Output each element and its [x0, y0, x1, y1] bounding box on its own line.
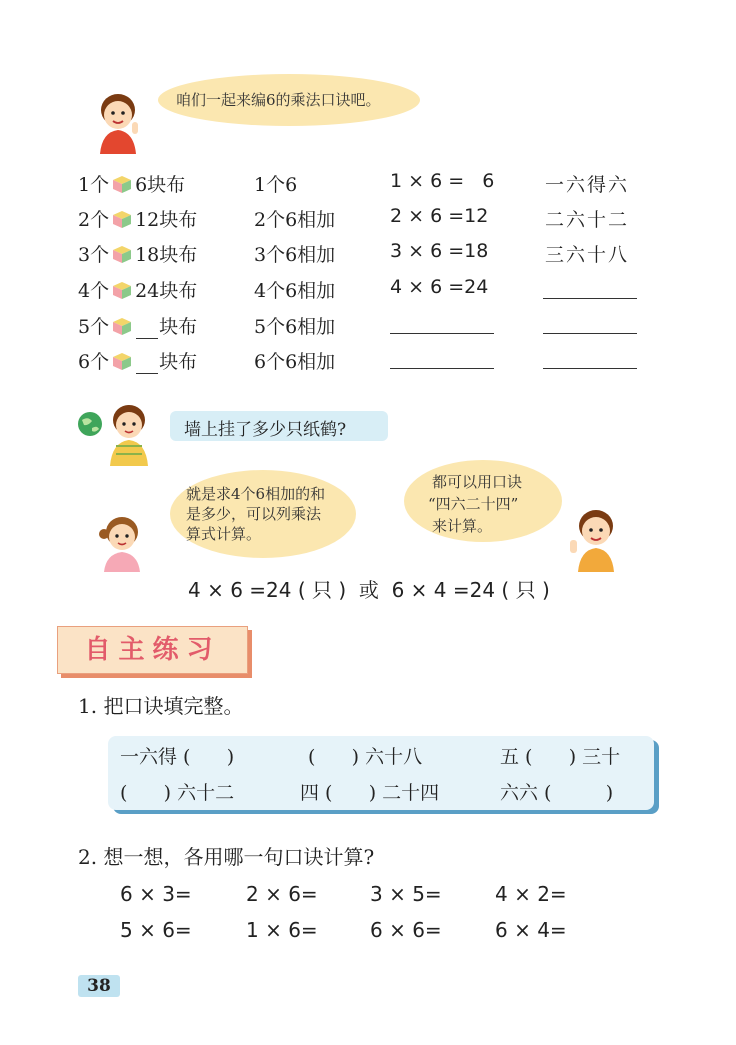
cloth-cube-icon — [111, 209, 133, 229]
section-title: 自主练习 — [84, 635, 221, 665]
globe-icon — [76, 410, 104, 438]
row-add: 2个6相加 — [254, 209, 336, 231]
table-row — [78, 276, 197, 303]
girl-speech-line: 就是求4个6相加的和 — [186, 485, 326, 503]
row-formula: 2 × 6 =12 — [390, 205, 489, 227]
row-pieces: 块布 — [159, 316, 198, 338]
row-pieces: 块布 — [159, 351, 198, 373]
boy-speech-line: 都可以用口诀 — [432, 473, 523, 491]
table-row — [78, 170, 185, 197]
row-rhyme: 二六十二 — [545, 209, 630, 231]
rhyme-fill-item[interactable]: ( ) 六十二 — [120, 782, 235, 804]
section-banner — [57, 626, 248, 674]
row-pieces: 18块布 — [135, 244, 198, 266]
table-row — [78, 205, 197, 232]
rhyme-blank[interactable] — [543, 368, 637, 369]
row-formula: 3 × 6 =18 — [390, 240, 489, 262]
row-add: 1个6 — [254, 174, 298, 196]
row-pieces: 12块布 — [135, 209, 198, 231]
row-rhyme: 一六得六 — [545, 174, 630, 196]
rhyme-fill-item[interactable]: 五 ( ) 三十 — [500, 746, 621, 768]
cloth-cube-icon — [111, 174, 133, 194]
row-add: 5个6相加 — [254, 316, 336, 338]
calc-item[interactable]: 6 × 6= — [370, 918, 442, 942]
calc-item[interactable]: 6 × 4= — [495, 918, 567, 942]
girl-speech-line: 是多少，可以列乘法 — [186, 505, 322, 523]
table-row — [78, 312, 197, 339]
row-pieces: 24块布 — [135, 280, 198, 302]
question-text: 墙上挂了多少只纸鹤? — [184, 420, 347, 440]
row-count: 5个 — [78, 316, 110, 338]
row-count: 2个 — [78, 209, 110, 231]
cloth-cube-icon — [111, 351, 133, 371]
page-number: 38 — [78, 975, 120, 997]
formula-blank[interactable] — [390, 368, 494, 369]
rhyme-blank[interactable] — [543, 333, 637, 334]
calc-item[interactable]: 5 × 6= — [120, 918, 192, 942]
calc-item[interactable]: 6 × 3= — [120, 882, 192, 906]
calc-item[interactable]: 3 × 5= — [370, 882, 442, 906]
boy-figure-top — [92, 88, 148, 154]
calc-item[interactable]: 2 × 6= — [246, 882, 318, 906]
cloth-cube-icon — [111, 280, 133, 300]
pieces-blank[interactable] — [136, 359, 158, 374]
row-count: 1个 — [78, 174, 110, 196]
girl-speech-line: 算式计算。 — [186, 525, 262, 543]
exercise1-title: 1. 把口诀填完整。 — [78, 694, 244, 718]
calc-item[interactable]: 4 × 2= — [495, 882, 567, 906]
rhyme-fill-item[interactable]: 六六 ( ) — [500, 782, 614, 804]
formula-blank[interactable] — [390, 333, 494, 334]
row-formula: 4 × 6 =24 — [390, 276, 489, 298]
row-count: 4个 — [78, 280, 110, 302]
cloth-cube-icon — [111, 316, 133, 336]
rhyme-fill-item[interactable]: 一六得 ( ) — [120, 746, 235, 768]
row-count: 6个 — [78, 351, 110, 373]
row-rhyme: 三六十八 — [545, 244, 630, 266]
row-pieces: 6块布 — [135, 174, 186, 196]
row-formula: 1 × 6 = 6 — [390, 170, 495, 192]
cloth-cube-icon — [111, 244, 133, 264]
exercise2-title: 2. 想一想，各用哪一句口诀计算? — [78, 845, 375, 869]
rhyme-fill-item[interactable]: 四 ( ) 二十四 — [300, 782, 440, 804]
rhyme-fill-item[interactable]: ( ) 六十八 — [308, 746, 423, 768]
girl-figure — [96, 512, 148, 572]
calc-item[interactable]: 1 × 6= — [246, 918, 318, 942]
answer-formula: 4 × 6 =24 ( 只 ) 或 6 × 4 =24 ( 只 ) — [188, 578, 550, 602]
row-add: 4个6相加 — [254, 280, 336, 302]
intro-speech-text: 咱们一起来编6的乘法口诀吧。 — [176, 91, 381, 109]
pieces-blank[interactable] — [136, 324, 158, 339]
boy-speech-line: “四六二十四” — [428, 495, 519, 513]
table-row — [78, 240, 197, 267]
rhyme-blank[interactable] — [543, 298, 637, 299]
table-row — [78, 347, 197, 374]
boy-figure-middle — [106, 402, 152, 466]
row-add: 3个6相加 — [254, 244, 336, 266]
boy-figure-right — [566, 506, 622, 572]
boy-speech-line: 来计算。 — [432, 517, 493, 535]
row-add: 6个6相加 — [254, 351, 336, 373]
row-count: 3个 — [78, 244, 110, 266]
